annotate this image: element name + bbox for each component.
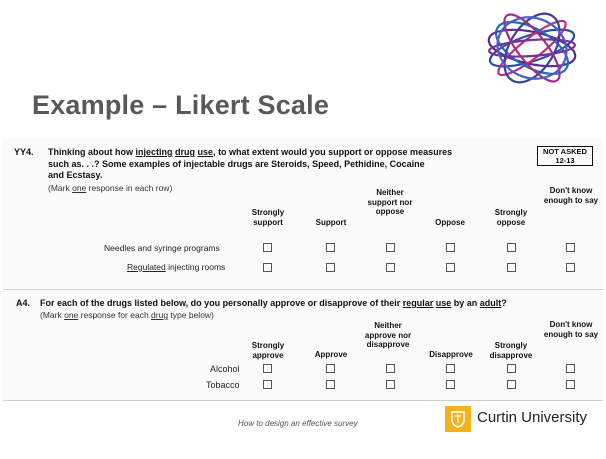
- row-label-tobacco: Tobacco: [206, 380, 240, 390]
- question-text-part: Thinking about how: [48, 147, 136, 157]
- question-term-injecting: injecting: [135, 147, 173, 157]
- column-header-oppose: Oppose: [435, 218, 465, 227]
- checkbox[interactable]: [326, 263, 335, 272]
- curtin-crest-icon: [445, 406, 471, 432]
- column-header-dont-know: Don't know enough to say: [543, 320, 599, 339]
- column-header-neither: Neither approve nor disapprove: [364, 321, 412, 349]
- checkbox[interactable]: [446, 380, 455, 389]
- question-instruction: (Mark one response for each drug type below): [40, 310, 214, 320]
- question-text-part: , to what extent would you support or oppose measures: [213, 147, 453, 157]
- checkbox[interactable]: [263, 364, 272, 373]
- checkbox[interactable]: [386, 364, 395, 373]
- checkbox[interactable]: [263, 243, 272, 252]
- checkbox[interactable]: [263, 263, 272, 272]
- checkbox[interactable]: [386, 263, 395, 272]
- curtin-logo-text: Curtin University: [477, 409, 588, 426]
- checkbox[interactable]: [566, 243, 575, 252]
- footer-caption: How to design an effective survey: [238, 419, 358, 428]
- row-label-alcohol: Alcohol: [210, 364, 240, 374]
- footer-divider: [3, 400, 603, 401]
- column-header-neither: Neither support nor oppose: [367, 188, 413, 216]
- checkbox[interactable]: [386, 243, 395, 252]
- checkbox[interactable]: [326, 364, 335, 373]
- question-number: YY4.: [14, 147, 34, 157]
- checkbox[interactable]: [386, 380, 395, 389]
- checkbox[interactable]: [326, 243, 335, 252]
- column-header-support: Support: [315, 218, 347, 227]
- column-header-approve: Approve: [314, 350, 348, 359]
- question-text-line: such as. . .? Some examples of injectable drugs are Steroids, Speed, Pethidine, Cocaine: [48, 158, 425, 169]
- checkbox[interactable]: [507, 364, 516, 373]
- checkbox[interactable]: [507, 243, 516, 252]
- checkbox[interactable]: [446, 364, 455, 373]
- checkbox[interactable]: [566, 364, 575, 373]
- not-asked-badge: NOT ASKED 12-13: [537, 146, 593, 166]
- question-number: A4.: [16, 298, 31, 308]
- section-divider: [3, 289, 603, 290]
- question-term-drug: drug: [175, 147, 196, 157]
- column-header-strongly-oppose: Strongly oppose: [494, 208, 528, 227]
- column-header-disapprove: Disapprove: [429, 350, 473, 359]
- crest-icon: [445, 406, 471, 432]
- question-text: [48, 147, 534, 182]
- globe-logo-icon: [484, 2, 580, 94]
- question-instruction: (Mark one response in each row): [48, 183, 173, 193]
- question-text-line: and Ecstasy.: [48, 170, 103, 180]
- row-label-needles: Needles and syringe programs: [104, 243, 220, 253]
- column-header-strongly-support: Strongly support: [251, 208, 285, 227]
- checkbox[interactable]: [507, 263, 516, 272]
- question-text: For each of the drugs listed below, do you personally approve or disapprove of their regular use by an adult?: [40, 298, 507, 308]
- column-header-strongly-disapprove: Strongly disapprove: [489, 341, 533, 360]
- checkbox[interactable]: [507, 380, 516, 389]
- question-term-use: use: [197, 147, 214, 157]
- checkbox[interactable]: [566, 380, 575, 389]
- column-header-strongly-approve: Strongly approve: [251, 341, 285, 360]
- checkbox[interactable]: [446, 263, 455, 272]
- row-label-regulated-rooms: Regulated injecting rooms: [127, 262, 226, 272]
- checkbox[interactable]: [263, 380, 272, 389]
- slide-title: Example – Likert Scale: [32, 90, 330, 120]
- checkbox[interactable]: [446, 243, 455, 252]
- column-header-dont-know: Don't know enough to say: [543, 186, 599, 205]
- checkbox[interactable]: [326, 380, 335, 389]
- checkbox[interactable]: [566, 263, 575, 272]
